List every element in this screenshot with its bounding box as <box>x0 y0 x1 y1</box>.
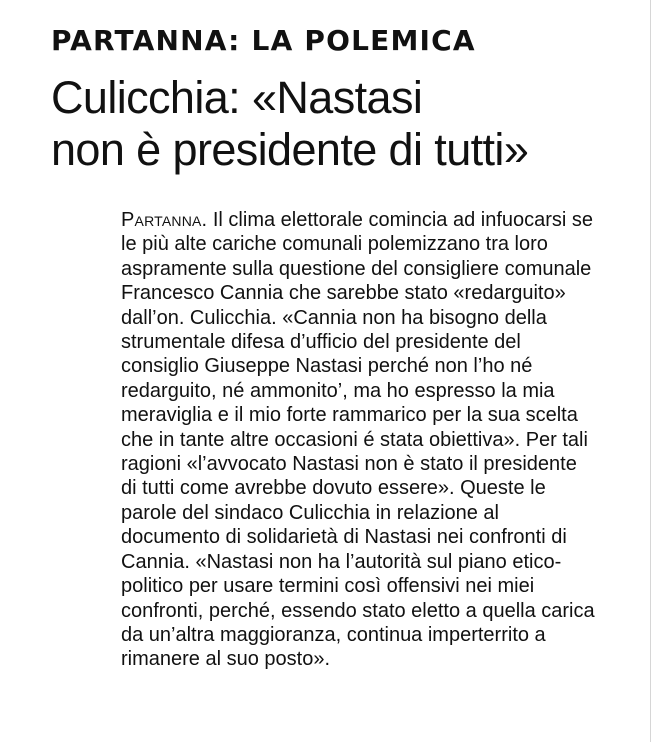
body-line-13: parole del sindaco Culicchia in relazione al <box>121 501 499 524</box>
headline-line-1: Culicchia: «Nastasi <box>51 72 423 123</box>
body-line-16: politico per usare termini così offensivi nei miei <box>121 575 535 598</box>
body-line-8: redarguito, né ammonito’, ma ho espresso la mia <box>121 379 555 402</box>
article-headline <box>51 72 641 176</box>
headline-line-2: non è presidente di tutti» <box>51 124 529 175</box>
body-line-1 <box>121 208 641 232</box>
dateline: Partanna. <box>121 209 208 231</box>
kicker-heading: PARTANNA: LA POLEMICA <box>51 24 476 57</box>
body-line-4: Francesco Cannia che sarebbe stato «redarguito» <box>121 282 566 305</box>
body-line-11: ragioni «l’avvocato Nastasi non è stato il presidente <box>121 453 577 476</box>
body-line-19: rimanere al suo posto». <box>121 648 331 671</box>
body-line-5: dall’on. Culicchia. «Cannia non ha bisogno della <box>121 306 547 329</box>
body-line-6: strumentale difesa d’ufficio del presidente del <box>121 331 521 354</box>
body-line-1-text: Il clima elettorale comincia ad infuocarsi se <box>207 209 594 231</box>
body-line-12: di tutti come avrebbe dovuto essere». Queste le <box>121 477 546 500</box>
body-line-14: documento di solidarietà di Nastasi nei confronti di <box>121 526 567 549</box>
article-body <box>121 208 641 672</box>
body-line-17: confronti, perché, essendo stato eletto a quella carica <box>121 599 595 622</box>
body-line-18: da un’altra maggioranza, continua imperterrito a <box>121 623 546 646</box>
body-line-10: che in tante altre occasioni é stata obiettiva». Per tali <box>121 428 588 451</box>
body-line-3: aspramente sulla questione del consigliere comunale <box>121 257 592 280</box>
body-line-2: le più alte cariche comunali polemizzano tra loro <box>121 233 548 256</box>
body-line-7: consiglio Giuseppe Nastasi perché non l’ho né <box>121 355 533 378</box>
body-line-15: Cannia. «Nastasi non ha l’autorità sul piano etico- <box>121 550 562 573</box>
body-line-9: meraviglia e il mio forte rammarico per la sua scelta <box>121 404 578 427</box>
